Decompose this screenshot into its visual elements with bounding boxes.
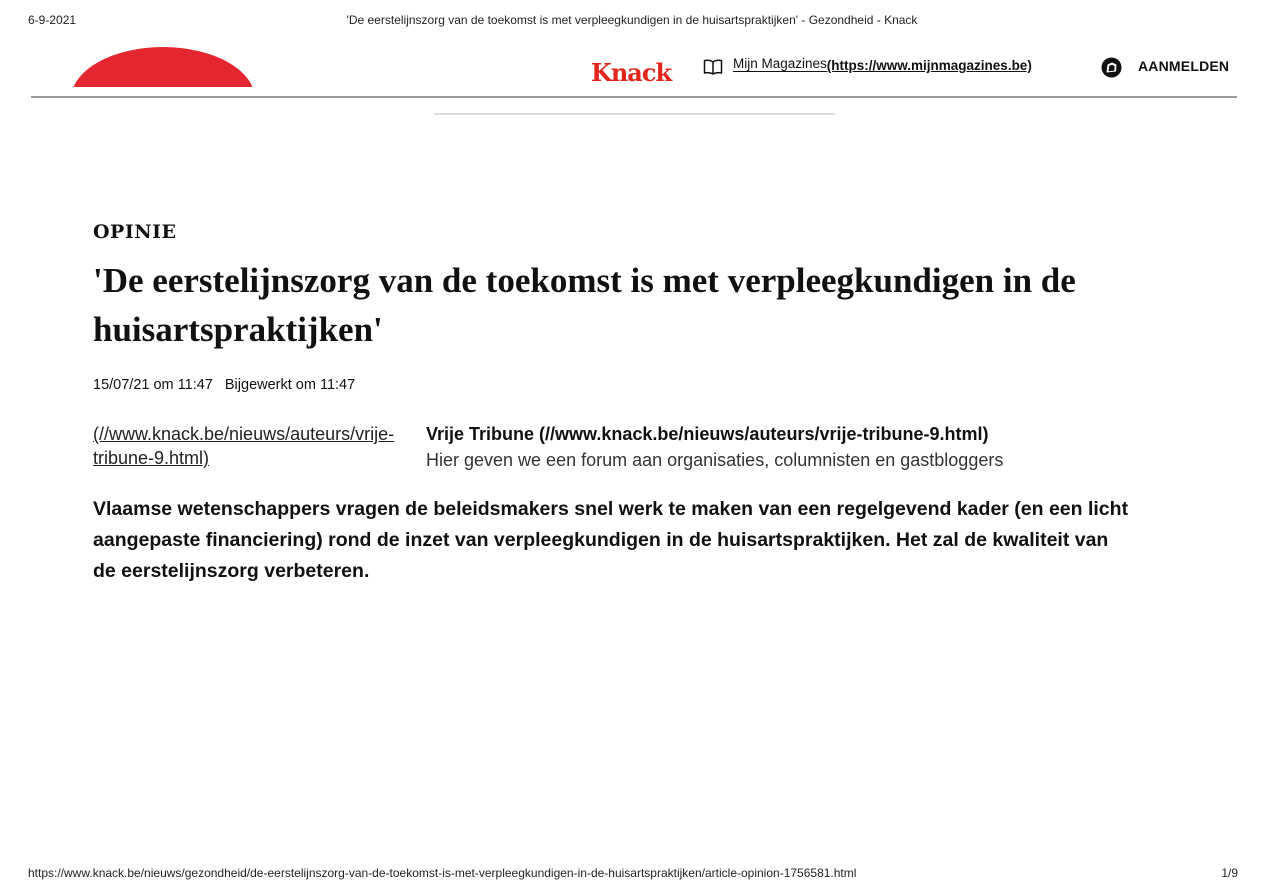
article-headline: 'De eerstelijnszorg van de toekomst is met verpleegkundigen in de huisartspraktijken' (93, 261, 1076, 349)
print-date: 6-9-2021 (28, 13, 77, 27)
print-page-number: 1/9 (1221, 866, 1238, 880)
open-book-icon[interactable] (703, 59, 723, 75)
article-meta (93, 377, 355, 393)
user-circle-icon[interactable] (1101, 57, 1122, 78)
ad-placeholder-divider (434, 113, 835, 115)
my-magazines-link[interactable] (733, 58, 1032, 73)
print-footer-url: https://www.knack.be/nieuws/gezondheid/de-eerstelijnszorg-van-de-toekomst-is-met-verpleegkundigen-in-de-huisartspraktijken/article-opinion-1756581.html (28, 866, 857, 880)
author-description: Hier geven we een forum aan organisaties, columnisten en gastbloggers (426, 450, 1004, 470)
published-date: 15/07/21 om 11:47 (93, 377, 213, 393)
author-name-link[interactable]: Vrije Tribune (//www.knack.be/nieuws/auteurs/vrije-tribune-9.html) (426, 424, 989, 444)
article-lead: Vlaamse wetenschappers vragen de beleidsmakers snel werk te maken van een regelgevend kader (en een licht aangepaste financiering) rond de inzet van verpleegkundigen in de huisartspraktijken. Het zal de kwaliteit van de eerstelijnszorg verbeteren. (93, 498, 1129, 582)
article-kicker: OPINIE (93, 221, 177, 243)
author-avatar-link[interactable]: (//www.knack.be/nieuws/auteurs/vrije-tribune-9.html) (93, 424, 395, 468)
knack-logo[interactable]: Knack (591, 58, 672, 87)
header-divider (31, 96, 1237, 98)
updated-date: Bijgewerkt om 11:47 (224, 377, 356, 393)
print-page-title: 'De eerstelijnszorg van de toekomst is met verpleegkundigen in de huisartspraktijken' - Gezondheid - Knack (346, 13, 918, 27)
my-magazines-label: Mijn Magazines (733, 56, 827, 71)
red-dome-decoration (73, 47, 253, 87)
login-button[interactable]: AANMELDEN (1138, 58, 1230, 74)
my-magazines-url: (https://www.mijnmagazines.be) (826, 58, 1032, 73)
